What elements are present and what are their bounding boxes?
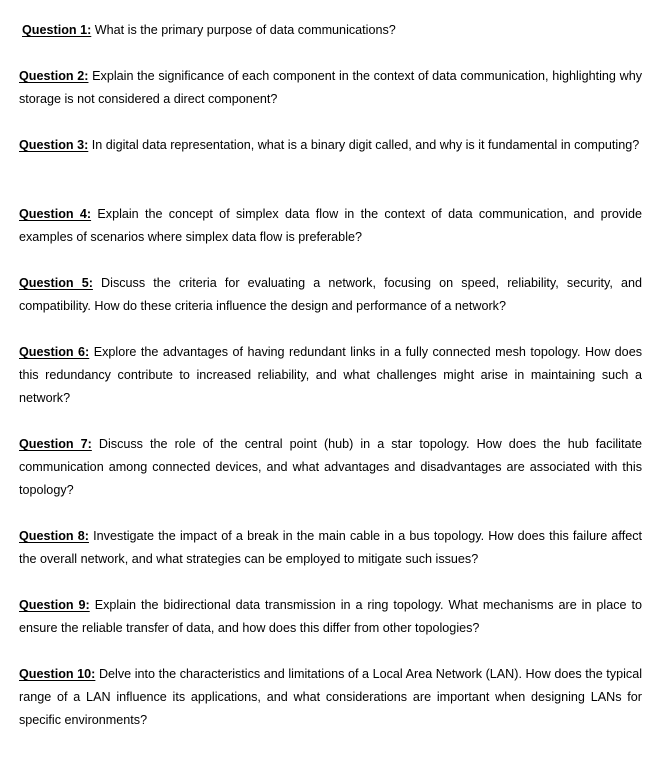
question-9 (19, 594, 642, 640)
question-5-label: Question 5: (19, 276, 93, 290)
question-6-label: Question 6: (19, 345, 90, 359)
question-7-text: Discuss the role of the central point (hub) in a star topology. How does the hub facilitate communication among connected devices, and what advantages and disadvantages are associated with this topology? (19, 437, 642, 497)
question-4-label: Question 4: (19, 207, 92, 221)
question-2 (19, 65, 642, 111)
question-4 (19, 203, 642, 249)
question-8-label: Question 8: (19, 529, 89, 543)
question-6-text: Explore the advantages of having redundant links in a fully connected mesh topology. How does this redundancy contribute to increased reliability, and what challenges might arise in maintaining such a network? (19, 345, 642, 405)
question-9-label: Question 9: (19, 598, 90, 612)
question-10-text: Delve into the characteristics and limitations of a Local Area Network (LAN). How does the typical range of a LAN influence its applications, and what considerations are important when designing LANs for specific environments? (19, 667, 643, 727)
question-9-text: Explain the bidirectional data transmission in a ring topology. What mechanisms are in place to ensure the reliable transfer of data, and how does this differ from other topologies? (19, 598, 642, 635)
question-3-text: In digital data representation, what is a binary digit called, and why is it fundamental in computing? (88, 138, 640, 152)
question-8 (19, 525, 642, 571)
question-7 (19, 433, 642, 502)
question-7-label: Question 7: (19, 437, 92, 451)
question-3 (19, 134, 642, 157)
question-2-text: Explain the significance of each component in the context of data communication, highlighting why storage is not considered a direct component? (19, 69, 642, 106)
question-1 (22, 19, 645, 42)
question-3-label: Question 3: (19, 138, 89, 152)
question-1-label: Question 1: (22, 23, 92, 37)
question-8-text: Investigate the impact of a break in the main cable in a bus topology. How does this failure affect the overall network, and what strategies can be employed to mitigate such issues? (19, 529, 642, 566)
question-5-text: Discuss the criteria for evaluating a network, focusing on speed, reliability, security, and compatibility. How do these criteria influence the design and performance of a network? (19, 276, 643, 313)
question-1-text: What is the primary purpose of data communications? (91, 23, 396, 37)
question-2-label: Question 2: (19, 69, 89, 83)
question-6 (19, 341, 642, 410)
question-5 (19, 272, 642, 318)
question-10 (19, 663, 642, 732)
question-10-label: Question 10: (19, 667, 96, 681)
question-4-text: Explain the concept of simplex data flow in the context of data communication, and provide examples of scenarios where simplex data flow is preferable? (19, 207, 642, 244)
